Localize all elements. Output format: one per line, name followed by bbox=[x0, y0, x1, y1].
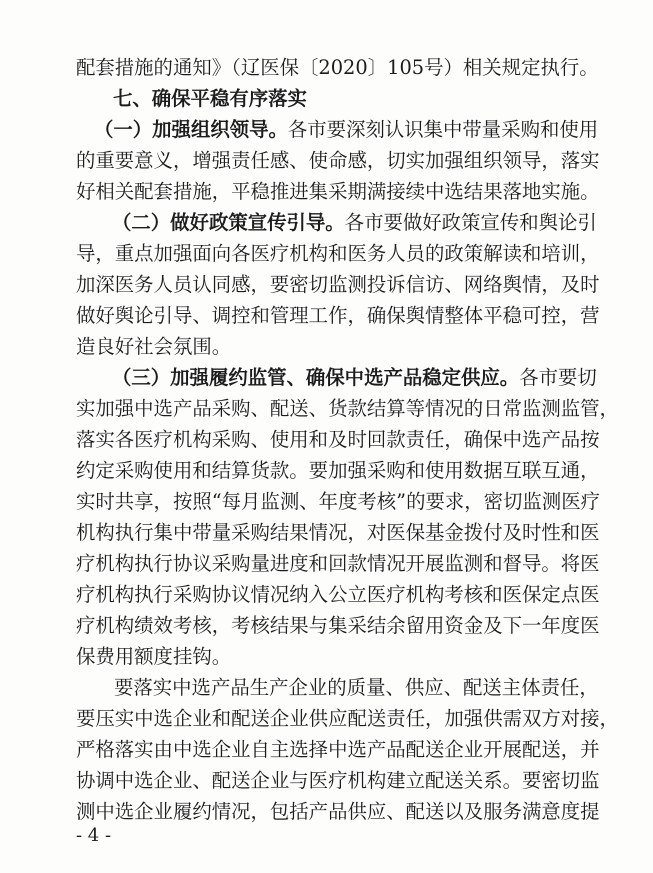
paragraph-first-line: 要落实中选产品生产企业的质量、供应、配送主体责任， bbox=[114, 676, 599, 699]
subheading: （二）做好政策宣传引导。 bbox=[112, 211, 345, 234]
section-heading: 七、确保平稳有序落实 bbox=[113, 87, 307, 110]
text-line: 要压实中选企业和配送企业供应配送责任，加强供需双方对接， bbox=[76, 707, 619, 730]
text-line: 实时共享，按照“每月监测、年度考核”的要求，密切监测医疗 bbox=[76, 490, 600, 513]
text-line: 的重要意义，增强责任感、使命感，切实加强组织领导，落实 bbox=[76, 149, 600, 172]
text-line: 疗机构执行协议采购量进度和回款情况开展监测和督导。将医 bbox=[76, 552, 600, 575]
page-number: - 4 - bbox=[76, 825, 112, 846]
text-line: 协调中选企业、配送企业与医疗机构建立配送关系。要密切监 bbox=[76, 769, 600, 792]
text-line: 做好舆论引导、调控和管理工作，确保舆情整体平稳可控，营 bbox=[76, 304, 600, 327]
text-line: 导，重点加强面向各医疗机构和医务人员的政策解读和培训， bbox=[76, 242, 600, 265]
paragraph-first-line: （一）加强组织领导。各市要深刻认识集中带量采购和使用 bbox=[94, 118, 599, 141]
text-line: 保费用额度挂钩。 bbox=[76, 645, 232, 668]
text-line: 约定采购使用和结算货款。要加强采购和使用数据互联互通， bbox=[76, 459, 600, 482]
text-line: 好相关配套措施，平稳推进集采期满接续中选结果落地实施。 bbox=[76, 180, 600, 203]
text-line: 疗机构绩效考核，考核结果与集采结余留用资金及下一年度医 bbox=[76, 614, 600, 637]
text-line: 配套措施的通知》（辽医保〔2020〕105号）相关规定执行。 bbox=[76, 56, 599, 79]
text-line: 实加强中选产品采购、配送、货款结算等情况的日常监测监管， bbox=[76, 397, 619, 420]
text-line: 落实各医疗机构采购、使用和及时回款责任，确保中选产品按 bbox=[76, 428, 600, 451]
text-line: 加深医务人员认同感，要密切监测投诉信访、网络舆情，及时 bbox=[76, 273, 600, 296]
subheading: （三）加强履约监管、确保中选产品稳定供应。 bbox=[112, 366, 520, 389]
text-line: 测中选企业履约情况，包括产品供应、配送以及服务满意度提 bbox=[76, 800, 600, 823]
subheading: （一）加强组织领导。 bbox=[94, 118, 288, 141]
text-line: 严格落实由中选企业自主选择中选产品配送企业开展配送，并 bbox=[76, 738, 600, 761]
paragraph-first-line: （三）加强履约监管、确保中选产品稳定供应。各市要切 bbox=[112, 366, 597, 389]
paragraph-first-line: （二）做好政策宣传引导。各市要做好政策宣传和舆论引 bbox=[112, 211, 597, 234]
text-line: 机构执行集中带量采购结果情况，对医保基金拨付及时性和医 bbox=[76, 521, 600, 544]
text-line: 疗机构执行采购协议情况纳入公立医疗机构考核和医保定点医 bbox=[76, 583, 600, 606]
text-line: 造良好社会氛围。 bbox=[76, 335, 232, 358]
